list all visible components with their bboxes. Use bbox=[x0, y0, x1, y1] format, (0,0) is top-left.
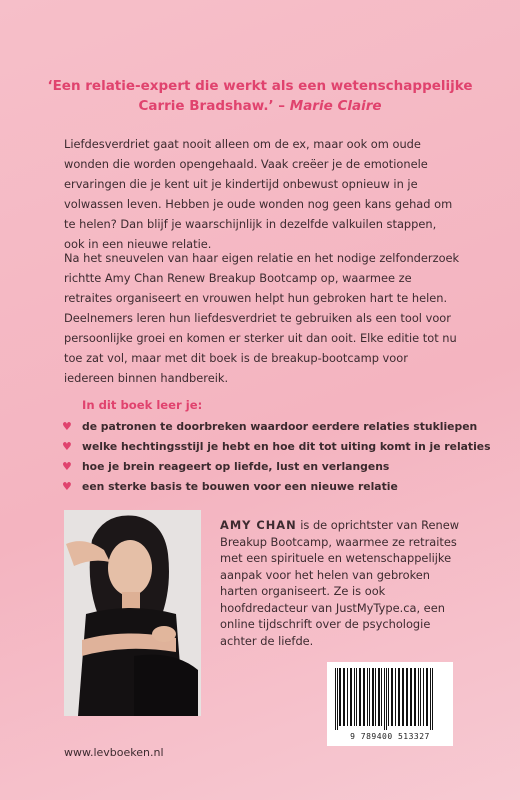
quote-text: ‘Een relatie-expert die werkt als een wetenschappelijke Carrie Bradshaw.’ – bbox=[47, 78, 473, 114]
list-item: ♥ welke hechtingsstijl je hebt en hoe dit tot uiting komt in je relaties bbox=[62, 437, 482, 457]
barcode-bar bbox=[395, 668, 396, 726]
story-paragraph: Na het sneuvelen van haar eigen relatie en het nodige zelfonderzoek richtte Amy Chan Renew Breakup Bootcamp op, waarmee ze retraites organiseert en vrouwen helpt hun gebroken hart te helen. Deelnemers leren hun liefdesverdriet te gebruiken als een tool voor persoonlijke groei en komen er sterker uit dan ooit. Elke editie tot nu toe zat vol, maar met dit boek is de breakup-bootcamp voor iedereen binnen handbereik. bbox=[64, 251, 460, 385]
website-url: www.levboeken.nl bbox=[64, 746, 164, 759]
heart-icon: ♥ bbox=[62, 440, 72, 453]
barcode-bar bbox=[347, 668, 348, 726]
author-photo bbox=[64, 510, 201, 716]
barcode-bar bbox=[406, 668, 408, 726]
list-item: ♥ een sterke basis te bouwen voor een nieuwe relatie bbox=[62, 477, 482, 497]
barcode-bar bbox=[426, 668, 428, 726]
author-name: AMY CHAN bbox=[220, 518, 297, 532]
barcode-bar bbox=[398, 668, 400, 726]
barcode-bar bbox=[386, 668, 387, 730]
intro-paragraph: Liefdesverdriet gaat nooit alleen om de ex, maar ook om oude wonden die worden opengehaald. Vaak creëer je de emotionele ervaringen die je kent uit je kindertijd onbewust opnieuw in je volwassen leven. Hebben je oude wonden nog geen kans gehad om te helen? Dan blijf je waarschijnlijk in dezelfde valkuilen stappen, ook in een nieuwe relatie. bbox=[64, 137, 453, 251]
barcode-bar bbox=[402, 668, 404, 726]
barcode-bar bbox=[430, 668, 431, 730]
barcode-bar bbox=[418, 668, 419, 726]
barcode-bar bbox=[356, 668, 357, 726]
blurb-quote bbox=[40, 76, 480, 116]
barcode-bar bbox=[410, 668, 412, 726]
author-bio-text: is de oprichtster van Renew Breakup Bootcamp, waarmee ze retraites met een spirituele en wetenschappelijke aanpak voor het helen van gebroken harten organiseert. Ze is ook hoofdredacteur van JustMyType.ca, een online tijdschrift over de psychologie achter de liefde. bbox=[220, 518, 460, 648]
barcode-bar bbox=[432, 668, 433, 730]
author-bio bbox=[220, 517, 465, 649]
barcode-bar bbox=[423, 668, 424, 726]
learn-list bbox=[62, 417, 491, 497]
list-item: ♥ hoe je brein reageert op liefde, lust en verlangens bbox=[62, 457, 482, 477]
barcode-bar bbox=[384, 668, 385, 730]
barcode-bar bbox=[335, 668, 336, 730]
barcode-bar bbox=[381, 668, 382, 726]
barcode-bar bbox=[414, 668, 416, 726]
barcode-bar bbox=[337, 668, 338, 730]
heart-icon: ♥ bbox=[62, 460, 72, 473]
barcode-bar bbox=[359, 668, 361, 726]
barcode-bar bbox=[378, 668, 380, 726]
author-photo-illustration bbox=[64, 510, 201, 716]
learn-title: In dit boek leer je: bbox=[82, 398, 203, 412]
barcode-bar bbox=[354, 668, 355, 726]
isbn-number: 9 789400 513327 bbox=[350, 732, 430, 741]
heart-icon: ♥ bbox=[62, 480, 72, 493]
barcode-bar bbox=[388, 668, 389, 726]
barcode-bars bbox=[327, 662, 453, 732]
barcode-bar bbox=[391, 668, 393, 726]
barcode-bar bbox=[367, 668, 368, 726]
barcode bbox=[327, 662, 453, 746]
heart-icon: ♥ bbox=[62, 420, 72, 433]
barcode-bar bbox=[420, 668, 421, 726]
barcode-bar bbox=[369, 668, 370, 726]
barcode-bar bbox=[350, 668, 352, 726]
quote-source: Marie Claire bbox=[289, 98, 382, 114]
barcode-bar bbox=[375, 668, 376, 726]
barcode-bar bbox=[339, 668, 341, 726]
barcode-bar bbox=[363, 668, 365, 726]
list-item: ♥ de patronen te doorbreken waardoor eerdere relaties stukliepen bbox=[62, 417, 482, 437]
barcode-bar bbox=[372, 668, 374, 726]
barcode-bar bbox=[343, 668, 345, 726]
